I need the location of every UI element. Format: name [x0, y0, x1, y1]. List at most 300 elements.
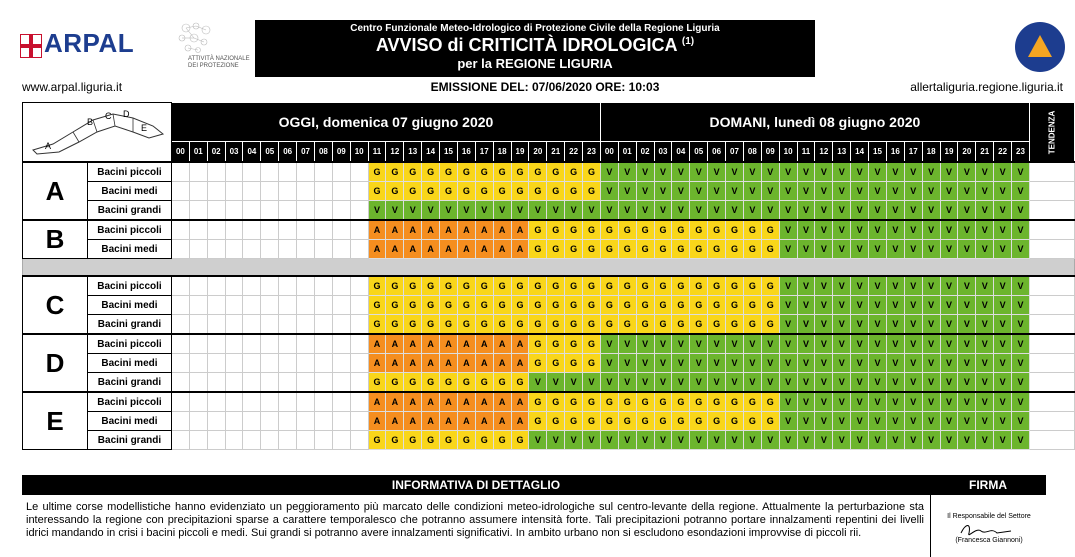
criticity-cell: V [708, 373, 726, 393]
hour-label: 19 [940, 142, 958, 163]
criticity-cell [350, 240, 368, 259]
criticity-cell: G [743, 276, 761, 296]
criticity-cell: V [743, 201, 761, 221]
criticity-cell: V [869, 201, 887, 221]
criticity-cell: V [690, 201, 708, 221]
criticity-cell: V [833, 201, 851, 221]
criticity-cell: A [493, 220, 511, 240]
criticity-cell: G [493, 276, 511, 296]
criticity-cell: V [726, 182, 744, 201]
criticity-cell: G [654, 412, 672, 431]
criticity-cell: V [1012, 182, 1030, 201]
criticity-cell: V [994, 201, 1012, 221]
criticity-cell: V [1012, 201, 1030, 221]
criticity-cell: G [493, 431, 511, 450]
criticity-cell [279, 276, 297, 296]
criticity-cell [297, 276, 315, 296]
criticity-cell: A [422, 412, 440, 431]
criticity-cell: V [886, 354, 904, 373]
basin-label: Bacini piccoli [87, 276, 171, 296]
criticity-cell: G [565, 220, 583, 240]
criticity-cell: G [529, 240, 547, 259]
criticity-cell: V [779, 354, 797, 373]
criticity-cell: V [761, 201, 779, 221]
criticity-cell: V [797, 373, 815, 393]
criticity-cell: V [708, 162, 726, 182]
criticity-cell: A [475, 240, 493, 259]
criticity-cell: V [618, 201, 636, 221]
criticity-cell: V [922, 334, 940, 354]
criticity-cell: V [618, 162, 636, 182]
hour-label: 10 [350, 142, 368, 163]
criticity-cell: V [940, 412, 958, 431]
criticity-cell: V [779, 296, 797, 315]
criticity-cell [261, 373, 279, 393]
criticity-cell: G [565, 412, 583, 431]
criticity-cell: G [690, 392, 708, 412]
criticity-cell: G [493, 162, 511, 182]
criticity-cell: V [922, 162, 940, 182]
criticity-cell: V [922, 296, 940, 315]
hour-label: 20 [529, 142, 547, 163]
criticity-cell: G [636, 315, 654, 335]
criticity-cell: V [779, 220, 797, 240]
criticity-cell [350, 276, 368, 296]
criticity-cell: G [654, 392, 672, 412]
criticity-cell: A [422, 334, 440, 354]
criticity-cell [332, 240, 350, 259]
criticity-cell [243, 412, 261, 431]
hour-label: 08 [743, 142, 761, 163]
criticity-cell: V [940, 354, 958, 373]
criticity-cell: G [600, 240, 618, 259]
criticity-cell: V [994, 373, 1012, 393]
criticity-cell [314, 276, 332, 296]
criticity-cell [225, 296, 243, 315]
criticity-cell: V [761, 354, 779, 373]
criticity-cell: G [493, 315, 511, 335]
zone-row [23, 392, 1075, 412]
criticity-cell: V [529, 431, 547, 450]
criticity-cell: V [940, 315, 958, 335]
criticity-cell: A [386, 392, 404, 412]
title-region: per la REGIONE LIGURIA [457, 56, 613, 71]
criticity-cell: V [1012, 392, 1030, 412]
criticity-cell: G [565, 392, 583, 412]
tendency-cell [1029, 220, 1074, 240]
criticity-cell: A [440, 392, 458, 412]
criticity-cell: V [904, 220, 922, 240]
criticity-cell: A [493, 392, 511, 412]
criticity-cell: G [511, 373, 529, 393]
criticity-cell: V [886, 220, 904, 240]
criticity-cell: G [386, 162, 404, 182]
criticity-cell: V [1012, 276, 1030, 296]
criticity-cell: A [493, 412, 511, 431]
basin-label: Bacini piccoli [87, 334, 171, 354]
criticity-cell [189, 373, 207, 393]
allerta-url-link[interactable]: allertaliguria.regione.liguria.it [910, 80, 1063, 94]
criticity-cell: V [958, 392, 976, 412]
criticity-cell: G [565, 162, 583, 182]
criticity-cell: G [440, 431, 458, 450]
criticity-cell: V [922, 201, 940, 221]
criticity-cell: V [904, 315, 922, 335]
criticity-cell: G [761, 315, 779, 335]
criticity-cell: V [600, 201, 618, 221]
criticity-cell: V [529, 373, 547, 393]
hour-label: 22 [565, 142, 583, 163]
criticity-cell: G [565, 354, 583, 373]
criticity-cell [350, 431, 368, 450]
criticity-cell [350, 296, 368, 315]
criticity-cell [314, 373, 332, 393]
criticity-cell: G [386, 296, 404, 315]
criticity-cell: G [565, 240, 583, 259]
criticity-cell: V [851, 412, 869, 431]
criticity-cell [261, 334, 279, 354]
criticity-cell: V [851, 201, 869, 221]
criticity-cell: V [958, 431, 976, 450]
map-zone-label: A [45, 141, 52, 151]
criticity-cell: G [618, 412, 636, 431]
criticity-cell: V [779, 412, 797, 431]
criticity-cell: V [654, 162, 672, 182]
criticity-cell: V [940, 296, 958, 315]
criticity-cell: V [779, 276, 797, 296]
criticity-cell: G [690, 296, 708, 315]
criticity-cell [297, 373, 315, 393]
criticity-cell [243, 334, 261, 354]
criticity-cell [297, 334, 315, 354]
criticity-cell: V [886, 276, 904, 296]
criticity-cell: V [994, 162, 1012, 182]
criticity-cell: V [672, 162, 690, 182]
arpal-url-link[interactable]: www.arpal.liguria.it [22, 80, 123, 94]
criticity-cell: G [583, 220, 601, 240]
criticity-cell [297, 162, 315, 182]
criticity-cell [225, 392, 243, 412]
criticity-cell [225, 276, 243, 296]
criticity-cell: V [708, 201, 726, 221]
criticity-cell: V [833, 354, 851, 373]
criticity-cell: V [976, 162, 994, 182]
criticity-cell: G [368, 182, 386, 201]
hour-label: 13 [404, 142, 422, 163]
criticity-cell [279, 240, 297, 259]
criticity-cell: V [869, 162, 887, 182]
criticity-cell: V [886, 315, 904, 335]
criticity-cell: V [726, 201, 744, 221]
criticity-cell [261, 182, 279, 201]
criticity-cell: V [726, 334, 744, 354]
criticity-cell: V [958, 276, 976, 296]
criticity-cell: A [440, 354, 458, 373]
footer-header-bar [22, 475, 1046, 495]
basin-label: Bacini medi [87, 354, 171, 373]
criticity-cell: G [440, 315, 458, 335]
criticity-cell: A [404, 240, 422, 259]
criticity-cell: A [475, 354, 493, 373]
hour-label: 16 [457, 142, 475, 163]
criticity-cell [189, 392, 207, 412]
criticity-cell: V [743, 373, 761, 393]
criticity-cell: V [940, 162, 958, 182]
hour-label: 01 [189, 142, 207, 163]
criticity-cell [243, 182, 261, 201]
criticity-cell: V [654, 354, 672, 373]
info-title: INFORMATIVA DI DETTAGLIO [391, 478, 561, 492]
criticity-cell: V [726, 354, 744, 373]
criticity-cell: V [958, 315, 976, 335]
criticity-cell: V [904, 431, 922, 450]
zone-row [23, 315, 1075, 335]
criticity-cell: G [368, 315, 386, 335]
criticity-cell: A [440, 240, 458, 259]
criticity-cell [261, 315, 279, 335]
basin-label: Bacini piccoli [87, 162, 171, 182]
criticity-cell: G [529, 354, 547, 373]
criticity-cell: V [851, 162, 869, 182]
criticity-cell: G [422, 182, 440, 201]
criticity-cell: G [600, 412, 618, 431]
criticity-cell: G [565, 276, 583, 296]
criticity-cell: V [797, 296, 815, 315]
criticity-cell: V [779, 334, 797, 354]
criticity-cell: V [815, 431, 833, 450]
criticity-cell: A [404, 220, 422, 240]
emission-date: EMISSIONE DEL: 07/06/2020 ORE: 10:03 [430, 80, 660, 94]
criticity-cell: V [922, 392, 940, 412]
hour-label: 14 [851, 142, 869, 163]
criticity-cell: G [440, 182, 458, 201]
criticity-cell: V [976, 392, 994, 412]
criticity-cell: V [636, 182, 654, 201]
criticity-cell: V [851, 334, 869, 354]
criticity-cell: V [904, 354, 922, 373]
criticity-cell: G [422, 373, 440, 393]
criticity-cell: V [940, 182, 958, 201]
criticity-cell: A [422, 392, 440, 412]
criticity-cell: V [797, 334, 815, 354]
region-map [23, 103, 172, 163]
criticity-cell: V [779, 315, 797, 335]
criticity-cell: G [672, 240, 690, 259]
criticity-cell: G [726, 276, 744, 296]
criticity-cell: A [404, 354, 422, 373]
criticity-cell: V [565, 373, 583, 393]
criticity-cell: G [583, 412, 601, 431]
basin-label: Bacini medi [87, 182, 171, 201]
criticity-cell: V [886, 431, 904, 450]
criticity-cell: V [922, 431, 940, 450]
criticity-cell: A [511, 412, 529, 431]
criticity-cell: V [904, 373, 922, 393]
criticity-cell [189, 412, 207, 431]
criticity-cell: V [422, 201, 440, 221]
criticity-cell: G [565, 182, 583, 201]
criticity-cell: V [869, 276, 887, 296]
criticity-cell: G [618, 276, 636, 296]
criticity-cell: G [726, 412, 744, 431]
criticity-cell [350, 334, 368, 354]
criticity-cell: V [815, 354, 833, 373]
criticity-cell [225, 354, 243, 373]
criticity-cell: V [797, 162, 815, 182]
criticity-cell: G [493, 296, 511, 315]
criticity-cell: V [994, 276, 1012, 296]
tendency-cell [1029, 276, 1074, 296]
hour-label: 05 [690, 142, 708, 163]
criticity-cell [350, 162, 368, 182]
criticity-cell [261, 220, 279, 240]
criticity-cell: V [922, 373, 940, 393]
criticity-cell: G [654, 296, 672, 315]
criticity-cell: V [976, 240, 994, 259]
criticity-cell: V [1012, 240, 1030, 259]
criticity-cell: G [672, 315, 690, 335]
criticity-cell: V [815, 201, 833, 221]
criticity-cell [207, 315, 225, 335]
basin-label: Bacini piccoli [87, 220, 171, 240]
criticity-cell: G [708, 276, 726, 296]
criticity-cell: G [708, 392, 726, 412]
criticity-cell: V [994, 354, 1012, 373]
criticity-cell: G [440, 162, 458, 182]
hour-label: 19 [511, 142, 529, 163]
criticity-cell: V [1012, 354, 1030, 373]
criticity-cell: V [743, 354, 761, 373]
protezione-civile-network-logo [168, 20, 253, 75]
criticity-cell: G [511, 296, 529, 315]
criticity-cell: V [1012, 334, 1030, 354]
criticity-cell: V [440, 201, 458, 221]
criticity-cell: V [743, 334, 761, 354]
criticity-cell: V [904, 201, 922, 221]
criticity-cell: V [815, 182, 833, 201]
criticity-cell [350, 354, 368, 373]
criticity-cell: G [600, 315, 618, 335]
criticity-cell: G [529, 220, 547, 240]
criticity-cell: V [1012, 412, 1030, 431]
criticity-cell: V [833, 220, 851, 240]
criticity-cell: V [797, 354, 815, 373]
criticity-cell: V [797, 431, 815, 450]
criticity-cell: G [583, 162, 601, 182]
criticity-cell: G [404, 373, 422, 393]
criticity-cell: V [869, 240, 887, 259]
criticity-cell: G [493, 373, 511, 393]
zone-label: D [23, 334, 88, 392]
criticity-cell [243, 354, 261, 373]
basin-label: Bacini medi [87, 412, 171, 431]
criticity-cell: V [1012, 431, 1030, 450]
criticity-cell: V [994, 240, 1012, 259]
zone-row [23, 334, 1075, 354]
criticity-cell [171, 315, 189, 335]
criticity-cell [350, 373, 368, 393]
criticity-cell: V [833, 392, 851, 412]
title-center-name: Centro Funzionale Meteo-Idrologico di Protezione Civile della Regione Liguria [350, 23, 720, 34]
criticity-cell: G [583, 354, 601, 373]
criticity-cell: V [958, 412, 976, 431]
criticity-cell: V [904, 334, 922, 354]
criticity-cell: G [404, 431, 422, 450]
criticity-cell: G [761, 276, 779, 296]
tendency-cell [1029, 412, 1074, 431]
criticity-cell: V [869, 220, 887, 240]
map-zone-label: C [105, 111, 112, 121]
criticity-cell: V [940, 240, 958, 259]
criticity-cell [189, 296, 207, 315]
criticity-cell: V [869, 315, 887, 335]
criticity-cell: V [958, 162, 976, 182]
criticity-cell [207, 412, 225, 431]
signature-title: FIRMA [969, 478, 1007, 492]
criticity-cell [171, 276, 189, 296]
criticity-cell: V [797, 182, 815, 201]
criticity-cell: V [672, 373, 690, 393]
criticity-cell: V [958, 240, 976, 259]
criticity-cell: G [618, 315, 636, 335]
criticity-cell [297, 201, 315, 221]
criticity-cell: V [815, 162, 833, 182]
criticity-cell: G [547, 276, 565, 296]
criticity-cell: V [761, 334, 779, 354]
criticity-cell [332, 182, 350, 201]
criticity-cell: V [815, 276, 833, 296]
criticity-cell: V [493, 201, 511, 221]
hour-label: 09 [761, 142, 779, 163]
criticity-cell: G [386, 276, 404, 296]
criticity-cell [350, 412, 368, 431]
criticity-cell: A [422, 240, 440, 259]
basin-label: Bacini grandi [87, 201, 171, 221]
basin-label: Bacini grandi [87, 315, 171, 335]
criticity-cell: V [779, 431, 797, 450]
criticity-cell [261, 201, 279, 221]
hour-label: 23 [1012, 142, 1030, 163]
criticity-cell: V [797, 220, 815, 240]
criticity-cell [171, 182, 189, 201]
hour-label: 11 [368, 142, 386, 163]
criticity-cell: V [851, 392, 869, 412]
criticity-table [22, 102, 1075, 450]
title-box [255, 20, 815, 77]
criticity-cell: V [904, 182, 922, 201]
criticity-cell: V [672, 431, 690, 450]
criticity-cell: V [958, 354, 976, 373]
criticity-cell [207, 431, 225, 450]
hour-label: 23 [583, 142, 601, 163]
criticity-cell: V [833, 240, 851, 259]
criticity-cell: G [600, 276, 618, 296]
criticity-cell: G [761, 296, 779, 315]
criticity-cell: G [529, 412, 547, 431]
criticity-cell: G [547, 240, 565, 259]
criticity-cell: G [529, 334, 547, 354]
map-zone-label: B [87, 117, 94, 127]
criticity-cell: A [404, 412, 422, 431]
criticity-cell: V [654, 373, 672, 393]
criticity-cell: V [833, 182, 851, 201]
criticity-cell: V [922, 220, 940, 240]
criticity-cell: A [511, 334, 529, 354]
criticity-cell: G [475, 373, 493, 393]
criticity-cell [243, 220, 261, 240]
criticity-cell: V [833, 334, 851, 354]
criticity-cell: G [708, 296, 726, 315]
